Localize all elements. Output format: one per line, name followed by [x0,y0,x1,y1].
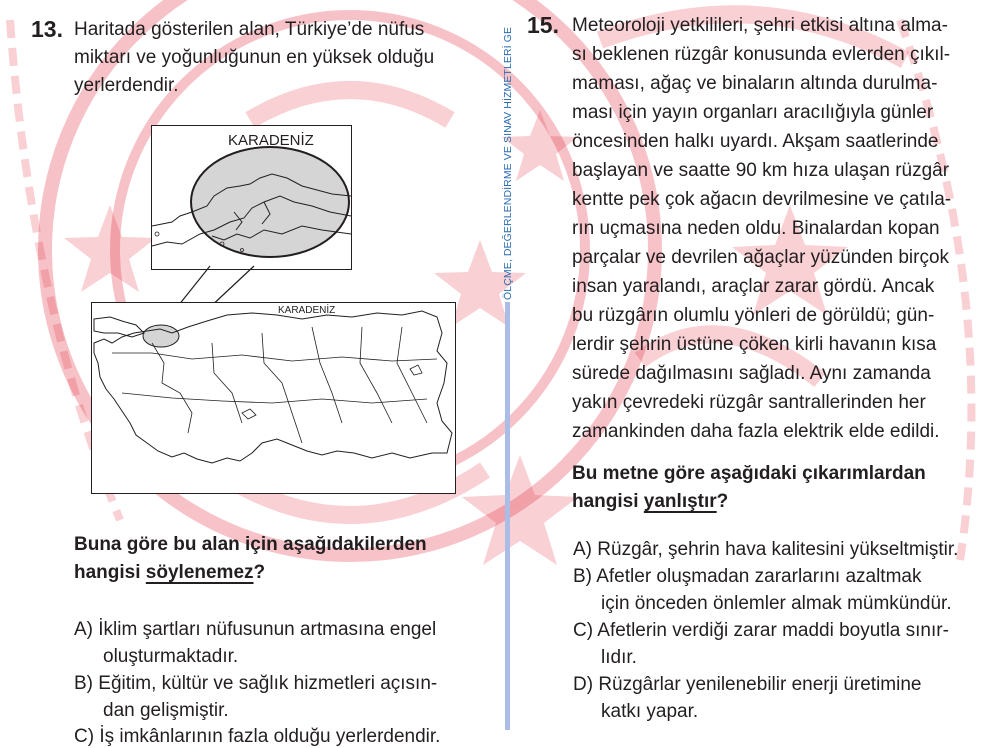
question-15-stem-line: ması için yayın organları aracılığıyla günler [572,102,934,123]
option-c[interactable]: C) Afetlerin verdiği zarar maddi boyutla sınır- [573,620,949,641]
question-13-prompt: Buna göre bu alan için aşağıdakilerden [74,534,427,555]
question-15-number: 15. [527,12,559,38]
question-13-stem-line: Haritada gösterilen alan, Türkiye’de nüfus [74,19,425,40]
emphasis-underlined: yanlıştır [643,491,717,512]
column-divider [505,302,510,730]
option-a[interactable]: A) İklim şartları nüfusunun artmasına engel [74,619,437,640]
question-15-stem-line: kentte pek çok ağacın devrilmesine ve çatıla- [572,189,952,210]
option-a[interactable]: A) Rüzgâr, şehrin hava kalitesini yükseltmiştir. [573,539,959,560]
option-c[interactable]: C) İş imkânlarının fazla olduğu yerlerdendir. [74,726,441,747]
option-b[interactable]: B) Eğitim, kültür ve sağlık hizmetleri açısın- [74,673,438,694]
lake [410,365,422,375]
question-15-stem-line: parçalar ve devrilen ağaçlar yüzünden birçok [572,247,950,268]
province-borders [112,353,437,403]
map-turkey [91,302,456,494]
question-15-stem-line: sürede dağılmasını sağladı. Aynı zamanda [572,363,931,384]
question-15-stem-line: başlayan ve saatte 90 km hıza ulaşan rüzgâr [572,160,950,181]
question-15-stem-line: Meteoroloji yetkilileri, şehri etkisi altına alma- [572,15,948,36]
map-inset [151,125,352,270]
question-15-prompt: Bu metne göre aşağıdaki çıkarımlardan [572,463,926,484]
watermark-star-icon [64,205,156,292]
option-b-cont: dan gelişmiştir. [103,700,229,721]
question-13-prompt-line2: hangisi söylenemez? [74,562,266,583]
highlight-ellipse-small [143,325,179,347]
question-13-stem-line: yerlerdendir. [74,75,179,96]
highlight-ellipse [191,147,349,257]
option-a-cont: oluşturmaktadır. [103,646,239,667]
question-15-stem-line: yakın çevredeki rüzgâr santrallerinden her [572,392,926,413]
option-d-cont: katkı yapar. [601,701,699,722]
country-outline [94,317,144,337]
lake [242,409,256,419]
question-15-stem-line: rın uçmasına neden oldu. Binalardan kopan [572,218,940,239]
emphasis-underlined: söylenemez [145,562,254,583]
question-15-stem-line: bu rüzgârın olumlu yönleri de görüldü; gün- [572,305,935,326]
map-main-label: KARADENİZ [278,305,336,316]
question-15-prompt-line2: hangisi yanlıştır? [572,491,729,512]
map-inset-label: KARADENİZ [228,132,314,149]
question-13-number: 13. [31,16,63,42]
option-c-cont: lıdır. [601,647,637,668]
option-b-cont: için önceden önlemler almak mümkündür. [601,593,952,614]
question-15-stem-line: zamankinden daha fazla elektrik elde edildi. [572,421,940,442]
question-13-stem-line: miktarı ve yoğunluğunun en yüksek olduğu [74,47,435,68]
watermark-star-icon [462,455,578,565]
option-d[interactable]: D) Rüzgârlar yenilenebilir enerji üretimine [573,674,922,695]
sidebar-vertical-text: ÖLÇME, DEĞERLENDİRME VE SINAV HİZMETLERİ GE [502,26,514,300]
question-15-stem-line: sı beklenen rüzgâr konusunda evlerden çıkıl- [572,44,951,65]
question-15-stem-line: öncesinden halkı uyardı. Akşam saatlerinde [572,131,939,152]
question-15-stem-line: maması, ağaç ve binaların altında durulma- [572,73,938,94]
option-b[interactable]: B) Afetler oluşmadan zararlarını azaltmak [573,566,922,587]
province-borders [152,327,427,443]
question-15-stem-line: insan yaralandı, araçlar zarar gördü. Ancak [572,276,935,297]
question-15-stem-line: lerdir şehrin üstüne çöken kirli havanın kısa [572,334,937,355]
